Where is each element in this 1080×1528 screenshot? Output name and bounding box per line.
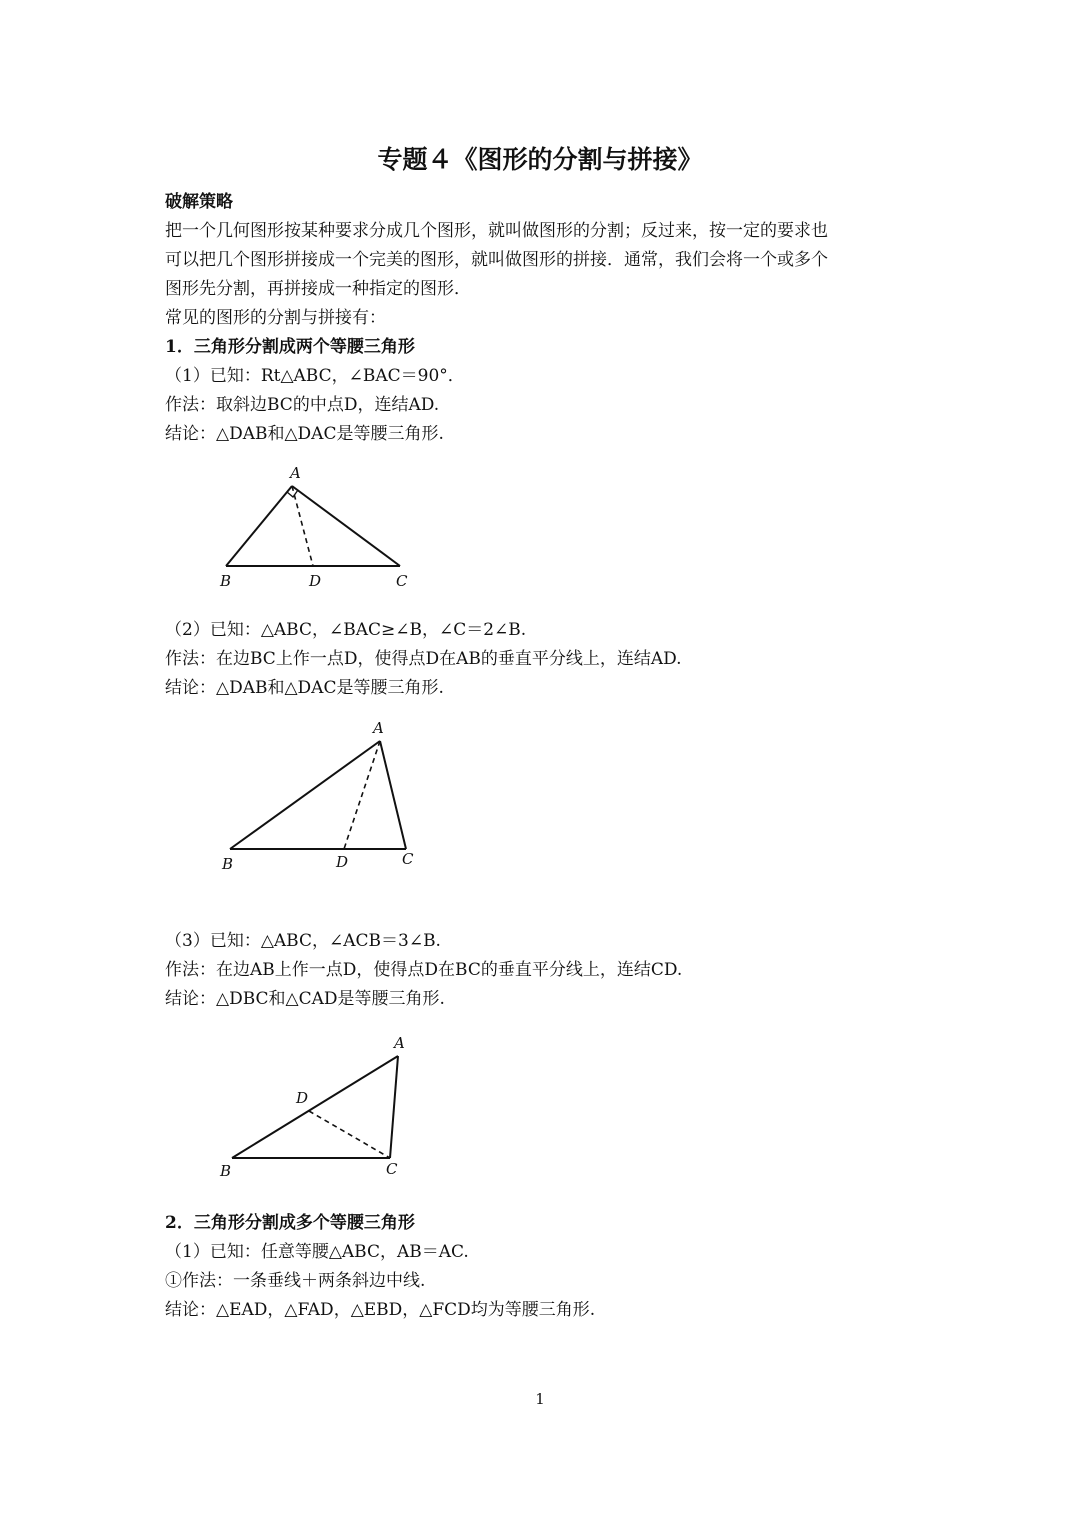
fig1-label-d: D xyxy=(309,572,322,590)
intro-paragraph-line-4: 常见的图形的分割与拼接有： xyxy=(165,308,386,328)
s1-case1-known: （1）已知：Rt△ABC，∠BAC＝90°． xyxy=(165,366,465,386)
fig1-label-c: C xyxy=(396,572,408,590)
fig2-label-d: D xyxy=(336,853,349,871)
s1-case2-known: （2）已知：△ABC，∠BAC≥∠B，∠C＝2∠B. xyxy=(165,620,527,640)
fig1-label-b: B xyxy=(220,572,232,590)
s1-case3-known: （3）已知：△ABC，∠ACB＝3∠B. xyxy=(165,931,441,951)
fig3-label-a: A xyxy=(394,1034,405,1052)
fig2-side-ac xyxy=(380,741,406,849)
s1-case2-method: 作法：在边BC上作一点D，使得点D在AB的垂直平分线上，连结AD. xyxy=(165,649,682,669)
intro-paragraph-line-3: 图形先分割，再拼接成一种指定的图形． xyxy=(165,279,471,299)
fig2-label-b: B xyxy=(222,855,234,873)
fig1-side-ab xyxy=(226,486,292,566)
fig2-segment-ad xyxy=(344,741,380,849)
fig1-label-a: A xyxy=(290,464,301,482)
s1-case1-conclusion: 结论：△DAB和△DAC是等腰三角形. xyxy=(165,424,444,444)
s2-case1-method: ①作法：一条垂线＋两条斜边中线. xyxy=(165,1271,426,1291)
page-number: 1 xyxy=(535,1390,545,1408)
figure-triangle-c-2b xyxy=(210,715,430,875)
s1-case3-method: 作法：在边AB上作一点D，使得点D在BC的垂直平分线上，连结CD. xyxy=(165,960,683,980)
fig2-side-ab xyxy=(230,741,380,849)
fig2-label-a: A xyxy=(373,719,384,737)
fig3-label-c: C xyxy=(386,1160,398,1178)
intro-paragraph-line-2: 可以把几个图形拼接成一个完美的图形，就叫做图形的拼接．通常，我们会将一个或多个 xyxy=(165,250,828,270)
s1-case2-conclusion: 结论：△DAB和△DAC是等腰三角形. xyxy=(165,678,444,698)
fig3-segment-cd xyxy=(309,1111,390,1158)
fig3-side-ac xyxy=(390,1056,398,1158)
figure-right-triangle xyxy=(210,458,430,593)
s2-case1-known: （1）已知：任意等腰△ABC，AB＝AC. xyxy=(165,1242,469,1262)
page-title: 专题４《图形的分割与拼接》 xyxy=(377,145,703,174)
fig2-label-c: C xyxy=(402,850,414,868)
section2-heading: 2．三角形分割成多个等腰三角形 xyxy=(165,1213,415,1233)
fig1-side-ac xyxy=(292,486,400,566)
s1-case3-conclusion: 结论：△DBC和△CAD是等腰三角形. xyxy=(165,989,445,1009)
fig3-label-d: D xyxy=(296,1089,309,1107)
fig3-label-b: B xyxy=(220,1162,232,1180)
figure-triangle-acb-3b xyxy=(210,1030,430,1190)
section1-heading: 1．三角形分割成两个等腰三角形 xyxy=(165,337,415,357)
strategy-heading: 破解策略 xyxy=(165,192,233,212)
fig3-side-ab xyxy=(232,1056,398,1158)
intro-paragraph-line-1: 把一个几何图形按某种要求分成几个图形，就叫做图形的分割；反过来，按一定的要求也 xyxy=(165,221,828,241)
s1-case1-method: 作法：取斜边BC的中点D，连结AD. xyxy=(165,395,440,415)
s2-case1-conclusion: 结论：△EAD，△FAD，△EBD，△FCD均为等腰三角形. xyxy=(165,1300,596,1320)
